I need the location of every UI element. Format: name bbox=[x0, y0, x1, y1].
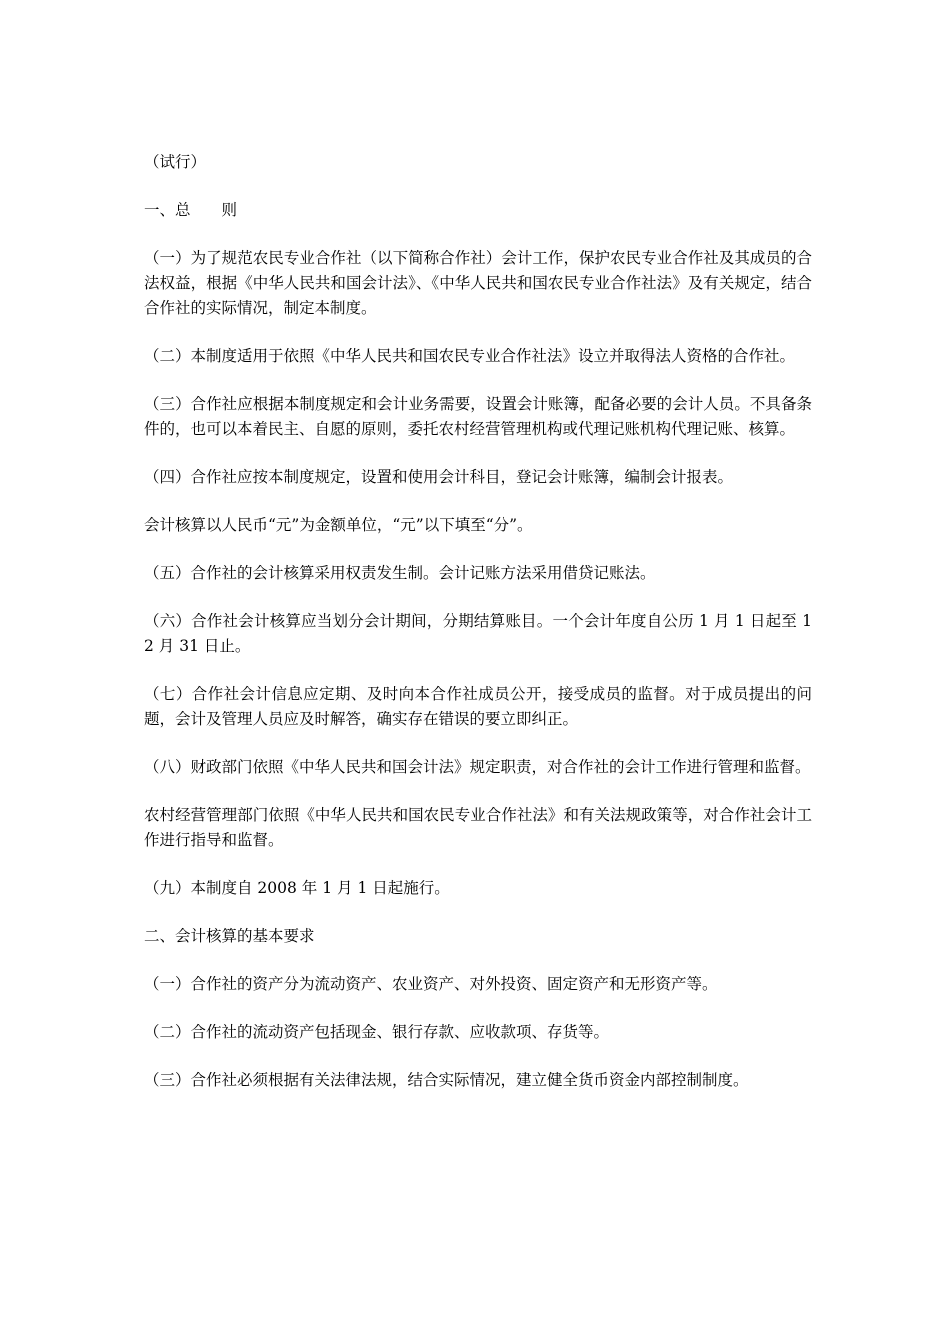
document-body bbox=[144, 150, 812, 1116]
paragraph: （五）合作社的会计核算采用权责发生制。会计记账方法采用借贷记账法。 bbox=[144, 564, 656, 582]
paragraph: 农村经营管理部门依照《中华人民共和国农民专业合作社法》和有关法规政策等，对合作社会计工作进行指导和监督。 bbox=[144, 806, 812, 849]
section-heading-general: 一、总 则 bbox=[144, 201, 238, 219]
paragraph: （七）合作社会计信息应定期、及时向本合作社成员公开，接受成员的监督。对于成员提出的问题，会计及管理人员应及时解答，确实存在错误的要立即纠正。 bbox=[144, 685, 812, 728]
paragraph: （三）合作社应根据本制度规定和会计业务需要，设置会计账簿，配备必要的会计人员。不具备条件的，也可以本着民主、自愿的原则，委托农村经营管理机构或代理记账机构代理记账、核算。 bbox=[144, 395, 812, 438]
paragraph: （一）为了规范农民专业合作社（以下简称合作社）会计工作，保护农民专业合作社及其成员的合法权益，根据《中华人民共和国会计法》、《中华人民共和国农民专业合作社法》及有关规定，结合合作社的实际情况，制定本制度。 bbox=[144, 249, 812, 317]
paragraph: （六）合作社会计核算应当划分会计期间，分期结算账目。一个会计年度自公历 1 月 1 日起至 12 月 31 日止。 bbox=[144, 612, 812, 655]
paragraph: （二）本制度适用于依照《中华人民共和国农民专业合作社法》设立并取得法人资格的合作社。 bbox=[144, 347, 796, 365]
section-heading-basic-requirements: 二、会计核算的基本要求 bbox=[144, 927, 315, 945]
paragraph: （八）财政部门依照《中华人民共和国会计法》规定职责，对合作社的会计工作进行管理和监督。 bbox=[144, 758, 811, 776]
paragraph: （二）合作社的流动资产包括现金、银行存款、应收款项、存货等。 bbox=[144, 1023, 610, 1041]
paragraph: （四）合作社应按本制度规定，设置和使用会计科目，登记会计账簿，编制会计报表。 bbox=[144, 468, 734, 486]
paragraph: （九）本制度自 2008 年 1 月 1 日起施行。 bbox=[144, 879, 450, 897]
paragraph: （三）合作社必须根据有关法律法规，结合实际情况，建立健全货币资金内部控制制度。 bbox=[144, 1071, 749, 1089]
subtitle: （试行） bbox=[144, 153, 207, 171]
paragraph: （一）合作社的资产分为流动资产、农业资产、对外投资、固定资产和无形资产等。 bbox=[144, 975, 718, 993]
paragraph: 会计核算以人民币“元”为金额单位，“元”以下填至“分”。 bbox=[144, 516, 533, 534]
